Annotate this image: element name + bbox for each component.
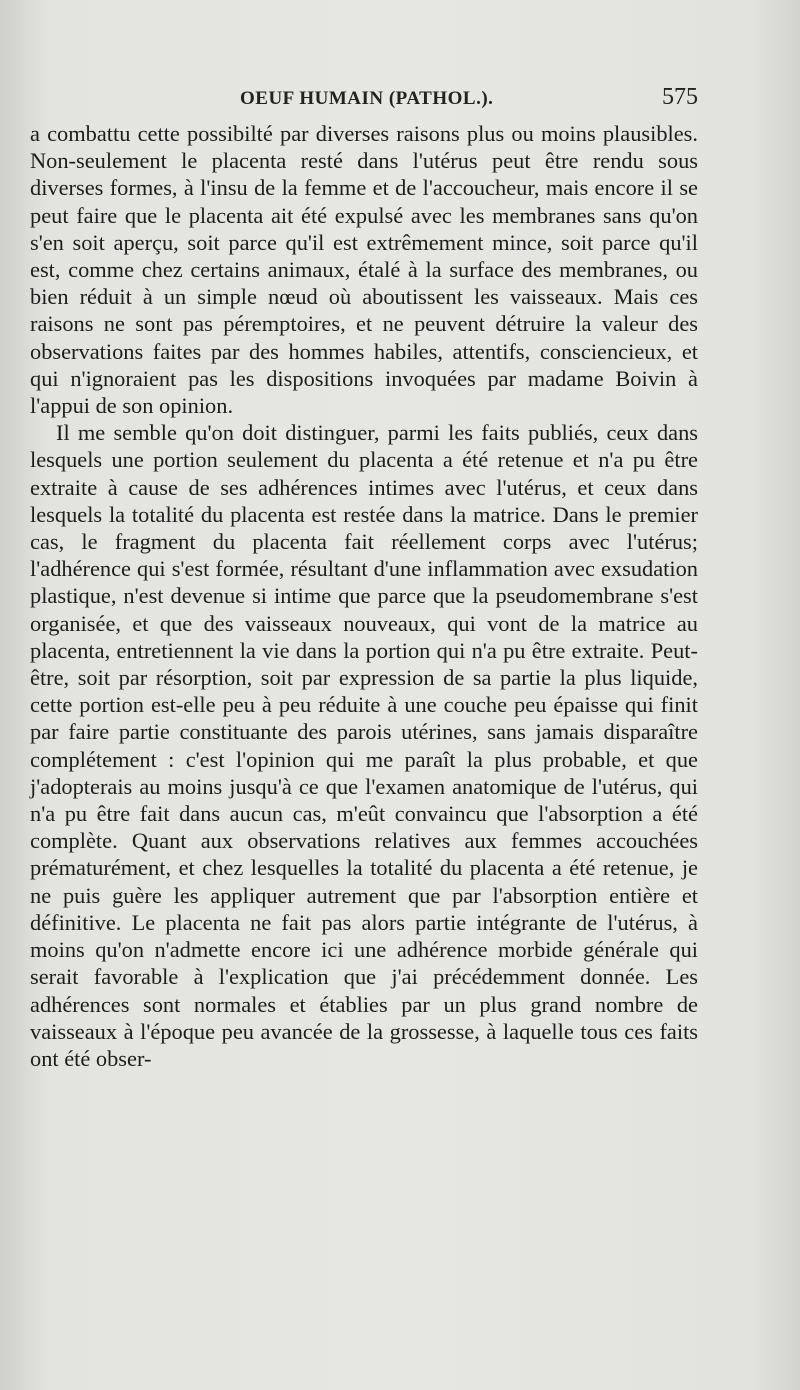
- paragraph-continued: a combattu cette possibilté par diverses raisons plus ou moins plausibles. Non-seulement le placenta resté dans l'utérus peut être rendu sous diverses formes, à l'insu de la femme et de l'accoucheur, mais encore il se peut faire que le placenta ait été expulsé avec les membranes sans qu'on s'en soit aperçu, soit parce qu'il est extrêmement mince, soit parce qu'il est, comme chez certains animaux, étalé à la surface des membranes, ou bien réduit à un simple nœud où aboutissent les vaisseaux. Mais ces raisons ne sont pas péremptoires, et ne peuvent détruire la valeur des observations faites par des hommes habiles, attentifs, consciencieux, et qui n'ignoraient pas les dispositions invoquées par madame Boivin à l'appui de son opinion.: [30, 121, 698, 419]
- paragraph: Il me semble qu'on doit distinguer, parmi les faits publiés, ceux dans lesquels une portion seulement du placenta a été retenue et n'a pu être extraite à cause de ses adhérences intimes avec l'utérus, et ceux dans lesquels la totalité du placenta est restée dans la matrice. Dans le premier cas, le fragment du placenta fait réellement corps avec l'utérus; l'adhérence qui s'est formée, résultant d'une inflammation avec exsudation plastique, n'est devenue si intime que parce que la pseudomembrane s'est organisée, et que des vaisseaux nouveaux, qui vont de la matrice au placenta, entretiennent la vie dans la portion qui n'a pu être extraite. Peut-être, soit par résorption, soit par expression de sa partie la plus liquide, cette portion est-elle peu à peu réduite à une couche peu épaisse qui finit par faire partie constituante des parois utérines, sans jamais disparaître complétement : c'est l'opinion qui me paraît la plus probable, et que j'adopterais au moins jusqu'à ce que l'examen anatomique de l'utérus, qui n'a pu être fait dans aucun cas, m'eût convaincu que l'absorption a été complète. Quant aux observations relatives aux femmes accouchées prématurément, et chez lesquelles la totalité du placenta a été retenue, je ne puis guère les appliquer autrement que par l'absorption entière et définitive. Le placenta ne fait pas alors partie intégrante de l'utérus, à moins qu'on n'admette encore ici une adhérence morbide générale qui serait favorable à l'explication que j'ai précédemment donnée. Les adhérences sont normales et établies par un plus grand nombre de vaisseaux à l'époque peu avancée de la grossesse, à laquelle tous ces faits ont été obser-: [30, 420, 698, 1071]
- body-text: [30, 120, 698, 1072]
- page-number: 575: [662, 84, 698, 110]
- running-title: OEUF HUMAIN (PATHOL.).: [240, 88, 494, 109]
- page-header: [30, 84, 698, 118]
